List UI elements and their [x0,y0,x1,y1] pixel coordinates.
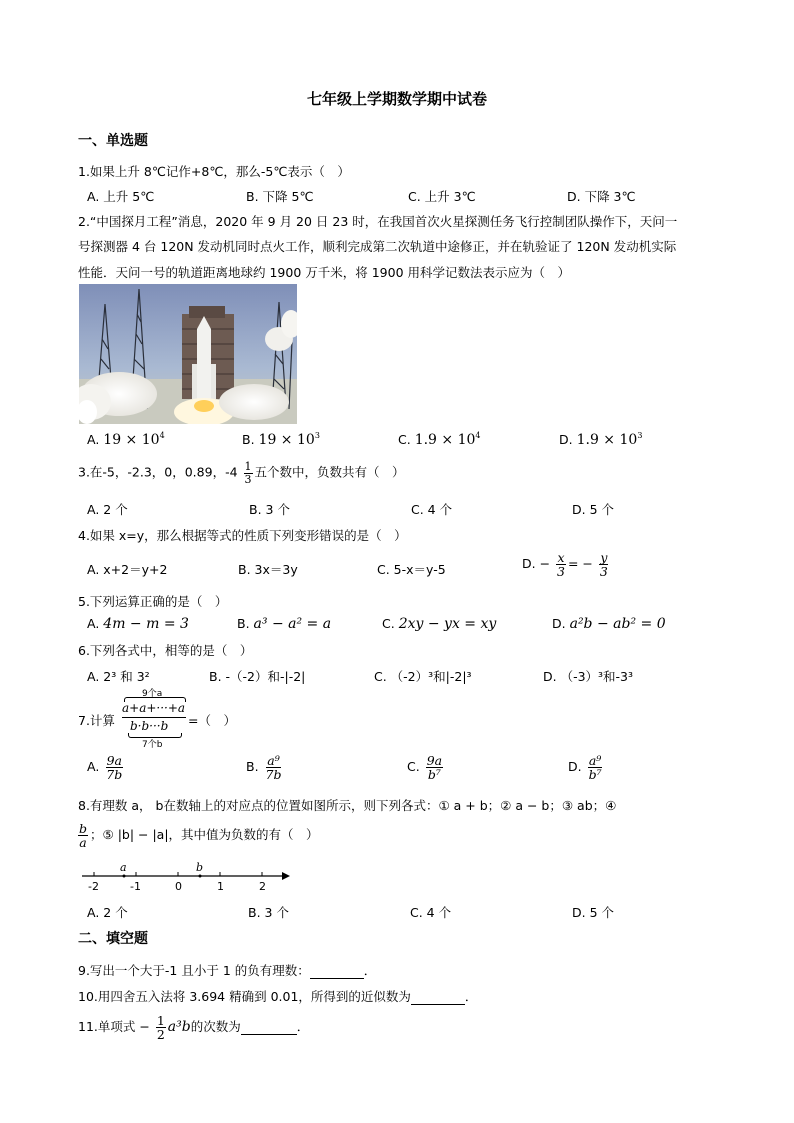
q7-option-d-fraction [588,754,603,781]
q7-numerator: a+a+···+a [122,701,186,715]
q7-option-b[interactable] [246,754,285,781]
q3-option-c[interactable]: C. 4 个 [411,502,453,517]
q1-option-c[interactable]: C. 上升 3℃ [408,189,476,204]
q10-end: ． [464,989,478,1004]
q2-option-c-exponent: 4 [475,431,481,440]
q2-line-3: 性能．天问一号的轨道距离地球约 1900 万千米，将 1900 用科学记数法表示应为（ ） [78,265,571,280]
q7-stem-end: =（ ） [188,713,236,728]
q8-fraction-numerator: b [79,821,88,836]
q6-stem: 6.下列各式中，相等的是（ ） [78,643,253,658]
section-heading-single-choice: 一、单选题 [78,133,148,149]
q11-fraction [156,1014,166,1041]
q2-option-d-exponent: 3 [637,431,643,440]
q2-option-c-base: 1.9 × 10 [414,432,476,448]
q11-stem-end: 的次数为 [190,1019,241,1035]
q5-option-b-label: B. [237,616,250,631]
q1-option-d[interactable]: D. 下降 3℃ [567,189,636,204]
q7-option-b-fraction [265,754,283,781]
q11-stem-start: 11.单项式 − [78,1019,150,1035]
q2-option-a-base: 19 × 10 [103,432,160,448]
q5-option-b-expression: a³ − a² = a [253,616,332,632]
q3-option-a[interactable]: A. 2 个 [87,502,128,517]
q6-option-b[interactable]: B. -（-2）和-|-2| [209,669,306,684]
q4-option-b[interactable]: B. 3x＝3y [238,562,298,577]
q4-option-d-denominator-left: 3 [557,564,565,580]
q8-option-c[interactable]: C. 4 个 [410,905,452,920]
q7-option-b-numerator: a⁹ [267,753,280,768]
q7-option-b-label: B. [246,759,259,775]
q3-option-b[interactable]: B. 3 个 [249,502,290,517]
q11-fraction-numerator: 1 [156,1013,165,1028]
q5-option-c-expression: 2xy − yx = xy [398,616,497,632]
q11-answer-blank[interactable] [241,1021,297,1035]
point-b-label: b [196,861,204,874]
q7-option-c-label: C. [407,759,420,775]
tick-label: 2 [259,880,266,893]
q8-option-a[interactable]: A. 2 个 [87,905,128,920]
q5-option-c-label: C. [382,616,395,631]
q7-option-a-numerator: 9a [106,753,122,768]
q7-denominator: b·b···b [130,719,169,733]
q2-option-a[interactable] [87,432,165,448]
q3-fraction-numerator: 1 [244,460,252,473]
q4-option-d-numerator-right: y [600,550,608,565]
q7-option-d-numerator: a⁹ [588,753,602,768]
q8-option-d[interactable]: D. 5 个 [572,905,614,920]
q10-answer-blank[interactable] [411,989,465,1005]
page-title: 七年级上学期数学期中试卷 [306,90,487,108]
q9-stem: 9.写出一个大于-1 且小于 1 的负有理数： [78,963,310,978]
q4-option-d-fraction-right [599,551,609,578]
q2-line-1: 2.“中国探月工程”消息，2020 年 9 月 20 日 23 时，在我国首次火星探测任务飞行控制团队操作下，天问一 [78,214,678,229]
tick-label: 1 [217,880,224,893]
q1-option-a[interactable]: A. 上升 5℃ [87,189,155,204]
q7-option-d[interactable] [568,754,605,781]
q2-option-a-exponent: 4 [159,431,165,440]
q5-option-a[interactable] [87,616,189,632]
q7-option-a-denominator: 7b [106,767,123,783]
q6-option-d[interactable]: D. （-3）³和-3³ [543,669,634,684]
q2-option-b-label: B. [242,432,255,447]
q5-option-a-label: A. [87,616,100,631]
q10-stem: 10.用四舍五入法将 3.694 精确到 0.01，所得到的近似数为 [78,989,411,1004]
q5-option-a-expression: 4m − m = 3 [103,616,189,632]
q4-option-d-denominator-right: 3 [599,564,608,580]
q5-option-b[interactable] [237,616,331,632]
q3-mixed-fraction [244,461,253,485]
q7-bottom-brace-label: 7个b [142,740,163,750]
q8-option-b[interactable]: B. 3 个 [248,905,289,920]
q1-stem: 1.如果上升 8℃记作+8℃，那么-5℃表示（ ） [78,164,350,179]
q2-option-c-label: C. [398,432,411,447]
q7-option-a-label: A. [87,759,100,775]
q1-option-b[interactable]: B. 下降 5℃ [246,189,314,204]
q2-option-b[interactable] [242,432,320,448]
q5-stem: 5.下列运算正确的是（ ） [78,594,228,609]
q3-stem [78,461,405,485]
q4-option-d-label: D. − [522,556,551,572]
q4-option-d-numerator-left: x [557,550,565,565]
tick-label: -2 [88,880,99,893]
q7-option-c-numerator: 9a [426,753,443,768]
q4-option-c[interactable]: C. 5-x＝y-5 [377,562,446,577]
q5-option-d-label: D. [552,616,566,631]
q4-option-a[interactable]: A. x+2＝y+2 [87,562,168,577]
q7-option-d-label: D. [568,759,582,775]
q2-line-2: 号探测器 4 台 120N 发动机同时点火工作，顺利完成第二次轨道中途修正，并在轨验证了 120N 发动机实际 [78,239,677,254]
q4-option-d-equals: = − [567,556,593,572]
q3-stem-start: 3.在-5，-2.3，0，0.89，-4 [78,464,238,480]
q7-option-c-fraction [426,754,443,781]
q4-stem: 4.如果 x=y，那么根据等式的性质下列变形错误的是（ ） [78,528,407,543]
q6-option-c[interactable]: C. （-2）³和|-2|³ [374,669,472,684]
q5-option-d[interactable] [552,616,666,632]
q3-fraction-denominator: 3 [244,472,252,486]
number-line-arrow-icon [282,872,290,880]
q8-line-2 [76,822,319,849]
q2-option-b-exponent: 3 [314,431,320,440]
q11-end: ． [296,1019,310,1035]
point-a-label: a [120,861,127,874]
q7-option-c-denominator: b⁷ [427,767,441,783]
q7-option-b-denominator: 7b [265,767,282,783]
point-a-marker [123,875,126,878]
q7-option-c[interactable] [407,754,445,781]
tick-label: 0 [175,880,182,893]
q4-option-d[interactable] [522,551,611,578]
q8-fraction-denominator: a [79,835,87,851]
q7-stem-start: 7.计算 [78,713,115,728]
q7-option-d-denominator: b⁷ [588,767,602,783]
q5-option-d-expression: a²b − ab² = 0 [569,616,666,632]
q2-option-d[interactable] [559,432,642,448]
q11 [78,1014,309,1041]
q3-stem-end: 五个数中，负数共有（ ） [254,464,405,480]
q5-option-c[interactable] [382,616,496,632]
section-heading-fill-in: 二、填空题 [78,931,148,947]
q8-line-1: 8.有理数 a， b在数轴上的对应点的位置如图所示，则下列各式：① a + b；② a − b；③ ab；④ [78,798,617,813]
q7-option-a[interactable] [87,754,125,781]
q11-fraction-denominator: 2 [156,1027,165,1043]
q8-fraction-b-over-a [78,822,88,849]
point-b-marker [199,875,202,878]
tick-label: -1 [130,880,141,893]
q2-option-b-base: 19 × 10 [258,432,315,448]
q11-monomial: a³b [167,1019,191,1036]
q6-option-a[interactable]: A. 2³ 和 3² [87,669,150,684]
rocket-launch-photo [79,284,297,424]
q8-number-line [78,858,298,894]
q7-top-brace-label: 9个a [142,689,163,699]
q3-option-d[interactable]: D. 5 个 [572,502,614,517]
q7-option-a-fraction [105,754,123,781]
q10 [78,987,477,1005]
q2-option-a-label: A. [87,432,100,447]
q2-option-d-base: 1.9 × 10 [576,432,638,448]
q2-option-d-label: D. [559,432,573,447]
q7-fraction-bar [122,717,186,718]
q9-answer-blank[interactable] [310,963,364,979]
q4-option-d-fraction-left [556,551,566,578]
q9 [78,961,376,979]
q2-option-c[interactable] [398,432,481,448]
q9-end: ． [363,963,377,978]
q8-line-2-text: ；⑤ |b| − |a|，其中值为负数的有（ ） [90,827,319,843]
